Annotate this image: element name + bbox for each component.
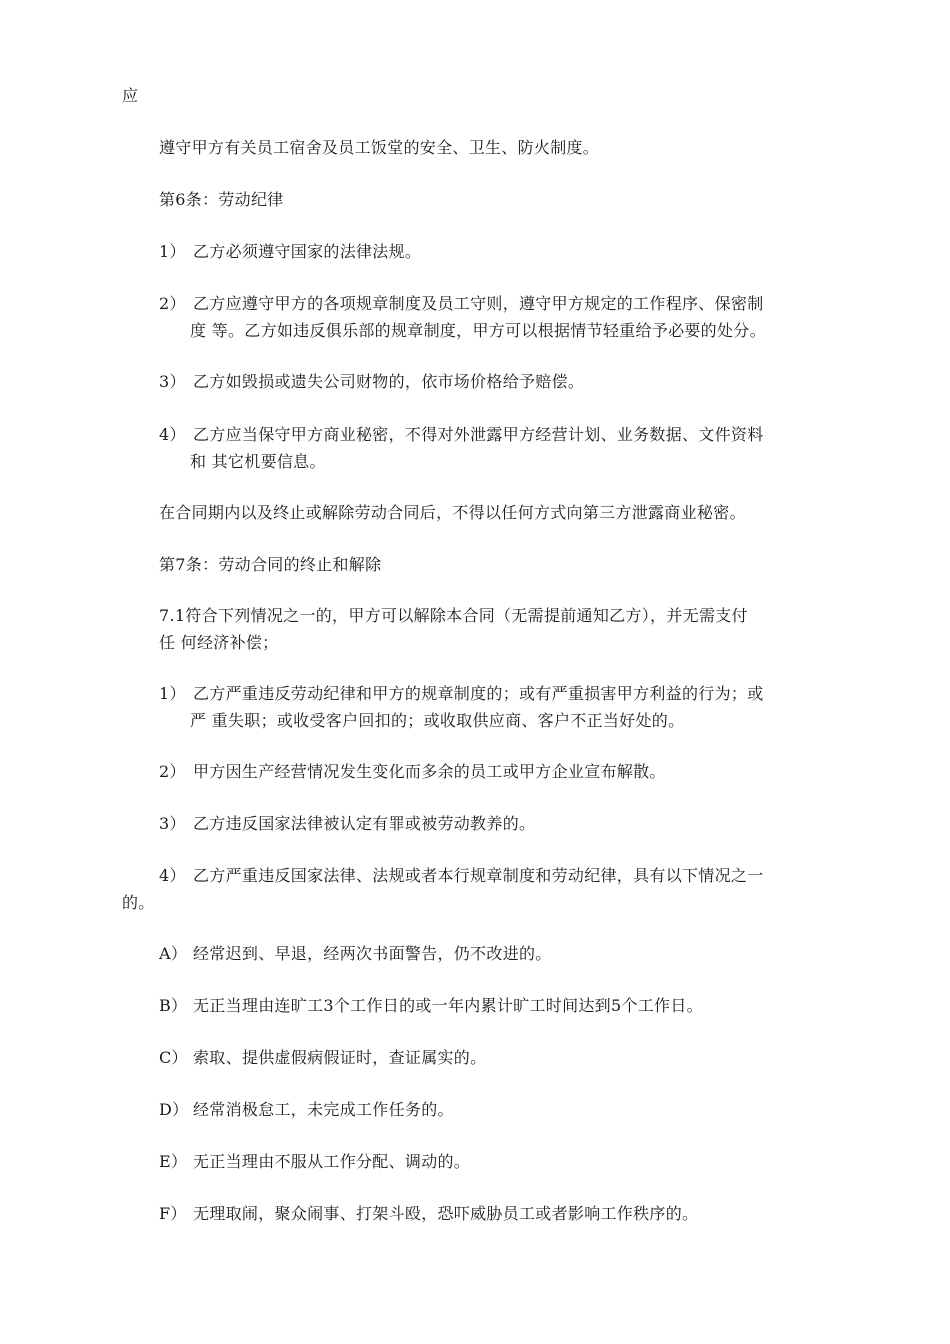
list-number: 3） [159,814,186,833]
section-heading: 第7条：劳动合同的终止和解除 [159,555,382,574]
list-item-continuation: 和 其它机要信息。 [190,452,326,471]
list-item [159,372,584,392]
list-text: 经常迟到、早退，经两次书面警告，仍不改进的。 [193,944,552,963]
list-text: 无理取闹，聚众闹事、打架斗殴，恐吓威胁员工或者影响工作秩序的。 [193,1204,699,1223]
list-item [159,996,703,1016]
list-item [159,1100,454,1120]
list-letter: E） [159,1152,188,1171]
list-text: 乙方应遵守甲方的各项规章制度及员工守则，遵守甲方规定的工作程序、保密制 [193,294,764,313]
list-text: 乙方严重违反国家法律、法规或者本行规章制度和劳动纪律，具有以下情况之一 [193,866,764,885]
list-item [159,294,764,314]
list-item [159,944,552,964]
list-letter: F） [159,1204,187,1223]
clause-continuation: 任 何经济补偿； [159,633,279,652]
list-item-continuation: 度 等。乙方如违反俱乐部的规章制度，甲方可以根据情节轻重给予必要的处分。 [190,321,766,340]
list-text: 索取、提供虚假病假证时，查证属实的。 [193,1048,487,1067]
list-text: 乙方违反国家法律被认定有罪或被劳动教养的。 [193,814,536,833]
list-item [159,1152,470,1172]
list-letter: C） [159,1048,188,1067]
list-item [159,866,764,886]
list-item [159,1048,486,1068]
list-number: 2） [159,762,186,781]
list-text: 甲方因生产经营情况发生变化而多余的员工或甲方企业宣布解散。 [193,762,666,781]
list-number: 1） [159,684,186,703]
list-item [159,1204,698,1224]
list-text: 经常消极怠工，未完成工作任务的。 [193,1100,454,1119]
list-number: 3） [159,372,186,391]
list-text: 无正当理由不服从工作分配、调动的。 [193,1152,471,1171]
list-text: 无正当理由连旷工3个工作日的或一年内累计旷工时间达到5个工作日。 [193,996,703,1015]
list-number: 1） [159,242,186,261]
list-text: 乙方严重违反劳动纪律和甲方的规章制度的；或有严重损害甲方利益的行为；或 [193,684,764,703]
list-item-continuation: 严 重失职；或收受客户回扣的；或收取供应商、客户不正当好处的。 [190,711,685,730]
clause-text: 7.1符合下列情况之一的，甲方可以解除本合同（无需提前通知乙方），并无需支付 [159,606,748,625]
paragraph: 遵守甲方有关员工宿舍及员工饭堂的安全、卫生、防火制度。 [159,138,600,157]
list-letter: A） [159,944,188,963]
list-item [159,762,666,782]
list-item [159,242,421,262]
list-item [159,814,535,834]
list-letter: B） [159,996,188,1015]
paragraph: 在合同期内以及终止或解除劳动合同后，不得以任何方式向第三方泄露商业秘密。 [159,503,746,522]
list-item [159,425,764,445]
list-item-continuation: 的。 [122,893,155,912]
list-letter: D） [159,1100,189,1119]
list-number: 2） [159,294,186,313]
text-line: 应 [122,86,139,105]
list-text: 乙方应当保守甲方商业秘密，不得对外泄露甲方经营计划、业务数据、文件资料 [193,425,764,444]
list-text: 乙方必须遵守国家的法律法规。 [193,242,422,261]
list-number: 4） [159,866,186,885]
list-number: 4） [159,425,186,444]
list-text: 乙方如毁损或遗失公司财物的，依市场价格给予赔偿。 [193,372,585,391]
list-item [159,684,764,704]
section-heading: 第6条：劳动纪律 [159,190,284,209]
